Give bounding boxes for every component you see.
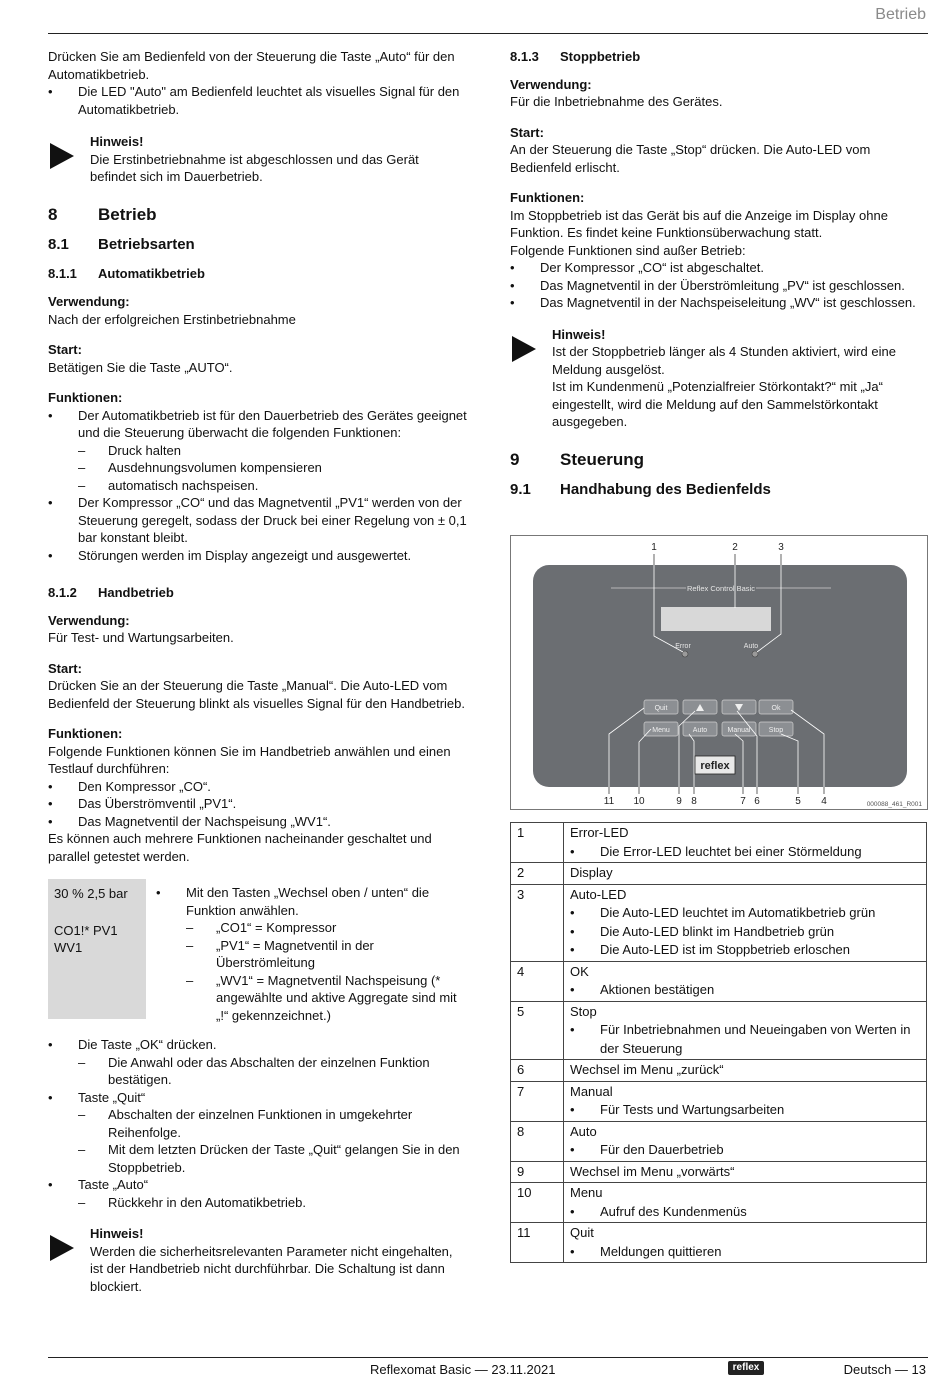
legend-title: Wechsel im Menu „zurück“	[570, 1062, 724, 1077]
label-start: Start:	[48, 660, 82, 676]
subsection-heading	[48, 236, 468, 254]
note-text: Ist im Kundenmenü „Potenzialfreier Störkontakt?“ mit „Ja“ eingestellt, wird die Meldung auf den Sammelstörkontakt ausgegeben.	[552, 379, 883, 429]
header-rule	[48, 33, 928, 34]
legend-title: Error-LED	[570, 825, 629, 840]
callout-leaders-bottom-outline	[609, 787, 824, 794]
list-item: • Der Kompressor „CO“ und das Magnetventil „PV1“ werden von der Steuerung geregelt, sodass der Druck bei einer Regelung von ± 0,1 bar konstant bleibt.	[48, 494, 468, 547]
legend-number: 5	[511, 1001, 564, 1060]
panel-body	[533, 565, 907, 787]
auto-start: Betätigen Sie die Taste „AUTO“.	[48, 359, 233, 375]
hand-verwendung: Für Test- und Wartungsarbeiten.	[48, 630, 234, 645]
stop-start: An der Steuerung die Taste „Stop“ drücken. Die Auto-LED vom Bedienfeld erlischt.	[510, 142, 871, 175]
list-subitem: – Druck halten	[48, 442, 468, 460]
list-item: • Das Magnetventil in der Überströmleitung „PV“ ist geschlossen.	[510, 277, 928, 295]
subsubsection-heading	[48, 265, 468, 283]
table-row	[511, 1121, 927, 1161]
auto-verwendung: Nach der erfolgreichen Erstinbetriebnahme	[48, 311, 296, 327]
list-item: • Der Kompressor „CO“ ist abgeschaltet.	[510, 259, 928, 277]
legend-title: Manual	[570, 1083, 613, 1099]
hand-funktionen: Folgende Funktionen können Sie im Handbetrieb anwählen und einen Testlauf durchführen:	[48, 743, 451, 776]
note-text: Ist der Stoppbetrieb länger als 4 Stunden aktiviert, wird eine Meldung ausgelöst.	[552, 344, 896, 377]
table-row	[511, 884, 927, 961]
legend-description	[564, 884, 927, 961]
section-number: 8.1.2	[48, 585, 77, 600]
list-item: • Die Taste „OK“ drücken.	[48, 1036, 468, 1054]
legend-description	[564, 1081, 927, 1121]
legend-bullet: • Für Tests und Wartungsarbeiten	[570, 1101, 920, 1120]
legend-description	[564, 1060, 927, 1082]
legend-description	[564, 823, 927, 863]
callout-number: 10	[633, 796, 645, 807]
note-box	[48, 133, 468, 186]
legend-bullet: • Die Auto-LED blinkt im Handbetrieb grün	[570, 923, 920, 942]
legend-title: Auto-LED	[570, 886, 627, 902]
section-title: Automatikbetrieb	[98, 265, 205, 281]
callout-number: 11	[603, 796, 615, 807]
quit-button-label: Quit	[654, 705, 668, 712]
footer-document-info: Reflexomat Basic — 23.11.2021	[370, 1362, 556, 1377]
note-text: Die Erstinbetriebnahme ist abgeschlossen und das Gerät befindet sich im Dauerbetrieb.	[90, 151, 419, 184]
section-number: 8	[48, 204, 58, 224]
list-subitem: – Mit dem letzten Drücken der Taste „Quit“ gelangen Sie in den Stoppbetrieb.	[48, 1141, 468, 1176]
footer-logo: reflex	[728, 1361, 764, 1375]
legend-number: 8	[511, 1121, 564, 1161]
section-number: 9.1	[510, 481, 531, 498]
legend-number: 7	[511, 1081, 564, 1121]
section-number: 8.1.3	[510, 49, 539, 64]
callout-number: 4	[821, 796, 827, 807]
label-start: Start:	[510, 124, 544, 140]
stop-funktionen: Folgende Funktionen sind außer Betrieb:	[510, 242, 746, 258]
note-text: Werden die sicherheitsrelevanten Parameter nicht eingehalten, ist der Handbetrieb nicht durchführbar. Die Schaltung ist dann blockiert.	[90, 1243, 453, 1294]
table-row	[511, 961, 927, 1001]
note-arrow-icon	[512, 336, 536, 362]
callout-number: 8	[691, 796, 697, 807]
legend-number: 3	[511, 884, 564, 961]
list-subitem: – „WV1“ = Magnetventil Nachspeisung (* angewählte und aktive Aggregate sind mit „!“ gekennzeichnet.)	[156, 972, 468, 1025]
running-header: Betrieb	[875, 6, 926, 23]
display-line: CO1!* PV1	[54, 922, 118, 938]
drawing-id: 000088_461_R001	[866, 801, 922, 808]
menu-button-label: Menu	[652, 727, 670, 734]
table-row	[511, 1001, 927, 1060]
note-box	[510, 326, 928, 431]
section-heading	[510, 451, 928, 469]
label-verwendung: Verwendung:	[510, 76, 592, 92]
note-title: Hinweis!	[90, 134, 144, 149]
legend-table	[510, 822, 927, 1263]
callout-number: 6	[754, 796, 760, 807]
legend-number: 11	[511, 1223, 564, 1263]
callout-number: 9	[676, 796, 682, 807]
table-row	[511, 1161, 927, 1183]
stop-verwendung: Für die Inbetriebnahme des Gerätes.	[510, 94, 723, 109]
note-title: Hinweis!	[552, 326, 606, 342]
led-auto-label: Auto	[743, 643, 759, 650]
list-subitem: – Die Anwahl oder das Abschalten der einzelnen Funktion bestätigen.	[48, 1054, 468, 1089]
legend-number: 2	[511, 863, 564, 885]
legend-title: Quit	[570, 1225, 594, 1240]
legend-number: 9	[511, 1161, 564, 1183]
legend-bullet: • Die Auto-LED ist im Stoppbetrieb erloschen	[570, 941, 920, 960]
label-verwendung: Verwendung:	[48, 294, 130, 309]
section-title: Handhabung des Bedienfelds	[560, 481, 771, 498]
display-explanation	[146, 879, 468, 1024]
table-row	[511, 863, 927, 885]
legend-title: Menu	[570, 1185, 603, 1200]
section-number: 9	[510, 449, 520, 469]
stop-button-label: Stop	[768, 727, 784, 734]
list-item: • Taste „Quit“	[48, 1089, 468, 1107]
legend-title: Display	[570, 865, 613, 880]
legend-bullet: • Für den Dauerbetrieb	[570, 1141, 920, 1160]
display-screen	[661, 607, 771, 631]
legend-description	[564, 1161, 927, 1183]
section-title: Betriebsarten	[98, 236, 195, 253]
control-panel-drawing	[511, 536, 927, 809]
callout-number: 3	[778, 542, 784, 553]
footer-rule	[48, 1357, 928, 1358]
legend-bullet: • Für Inbetriebnahmen und Neueingaben von Werten in der Steuerung	[570, 1021, 920, 1058]
right-column	[510, 48, 928, 499]
legend-title: Wechsel im Menu „vorwärts“	[570, 1163, 735, 1179]
note-box	[48, 1225, 468, 1295]
list-subitem: – Ausdehnungsvolumen kompensieren	[48, 459, 468, 477]
reflex-logo-text: reflex	[700, 760, 730, 772]
list-subitem: – Rückkehr in den Automatikbetrieb.	[48, 1194, 468, 1212]
list-subitem: – automatisch nachspeisen.	[48, 477, 468, 495]
table-row	[511, 823, 927, 863]
legend-bullet: • Aktionen bestätigen	[570, 981, 920, 1000]
list-item: • Mit den Tasten „Wechsel oben / unten“ die Funktion anwählen.	[156, 884, 468, 919]
legend-bullet: • Die Auto-LED leuchtet im Automatikbetrieb grün	[570, 904, 920, 923]
list-item: • Taste „Auto“	[48, 1176, 468, 1194]
section-number: 8.1.1	[48, 265, 77, 281]
callout-number: 5	[795, 796, 801, 807]
legend-title: OK	[570, 963, 589, 979]
note-arrow-icon	[50, 1235, 74, 1261]
display-example-block	[48, 879, 468, 1024]
list-subitem: – „PV1“ = Magnetventil in der Überströmleitung	[156, 937, 468, 972]
ok-button-label: Ok	[771, 705, 781, 712]
callout-leaders-top-outline	[654, 554, 781, 565]
callout-number: 1	[651, 542, 657, 553]
legend-description	[564, 1001, 927, 1060]
list-item: • Der Automatikbetrieb ist für den Dauerbetrieb des Gerätes geeignet und die Steuerung überwacht die folgenden Funktionen:	[48, 407, 468, 442]
label-start: Start:	[48, 342, 82, 357]
label-funktionen: Funktionen:	[48, 726, 123, 741]
legend-number: 6	[511, 1060, 564, 1082]
list-item: • Störungen werden im Display angezeigt und ausgewertet.	[48, 547, 468, 565]
intro-text: Drücken Sie am Bedienfeld von der Steuerung die Taste „Auto“ für den Automatikbetrieb.	[48, 49, 455, 82]
section-heading	[48, 206, 468, 224]
list-subitem: – Abschalten der einzelnen Funktionen in umgekehrter Reihenfolge.	[48, 1106, 468, 1141]
list-item: • Das Magnetventil in der Nachspeiseleitung „WV“ ist geschlossen.	[510, 294, 928, 312]
legend-bullet: • Die Error-LED leuchtet bei einer Störmeldung	[570, 843, 920, 862]
display-line: 30 % 2,5 bar	[54, 886, 128, 901]
legend-title: Auto	[570, 1123, 597, 1139]
intro-bullet: • Die LED "Auto" am Bedienfeld leuchtet als visuelles Signal für den Automatikbetrieb.	[48, 83, 468, 118]
legend-number: 10	[511, 1183, 564, 1223]
table-row	[511, 1060, 927, 1082]
legend-description	[564, 1223, 927, 1263]
list-item: • Den Kompressor „CO“.	[48, 778, 468, 796]
section-number: 8.1	[48, 236, 69, 253]
brand-label: Reflex Control Basic	[687, 584, 755, 593]
callout-number: 7	[740, 796, 746, 807]
control-panel-figure	[510, 535, 928, 810]
list-subitem: – „CO1“ = Kompressor	[156, 919, 468, 937]
table-row	[511, 1081, 927, 1121]
hand-start: Drücken Sie an der Steuerung die Taste „Manual“. Die Auto-LED vom Bedienfeld der Steuerung blinkt als visuelles Signal für den Handbetrieb.	[48, 678, 465, 711]
list-item: • Das Überströmventil „PV1“.	[48, 795, 468, 813]
legend-number: 1	[511, 823, 564, 863]
legend-description	[564, 1121, 927, 1161]
display-line: WV1	[54, 940, 83, 955]
label-funktionen: Funktionen:	[48, 390, 123, 405]
section-title: Stoppbetrieb	[560, 49, 641, 64]
note-title: Hinweis!	[90, 1226, 144, 1241]
note-arrow-icon	[50, 143, 74, 169]
display-example	[48, 879, 146, 1019]
section-title: Handbetrieb	[98, 585, 174, 600]
callout-number: 2	[732, 542, 738, 553]
subsubsection-heading	[48, 584, 468, 602]
label-funktionen: Funktionen:	[510, 190, 585, 205]
legend-number: 4	[511, 961, 564, 1001]
table-row	[511, 1183, 927, 1223]
section-title: Steuerung	[560, 449, 645, 469]
subsection-heading	[510, 481, 928, 499]
legend-description	[564, 961, 927, 1001]
left-column	[48, 48, 468, 1295]
legend-bullet: • Meldungen quittieren	[570, 1243, 920, 1262]
label-verwendung: Verwendung:	[48, 612, 130, 628]
footer-page-info: Deutsch — 13	[843, 1362, 926, 1377]
list-item: • Das Magnetventil der Nachspeisung „WV1“.	[48, 813, 468, 831]
table-row	[511, 1223, 927, 1263]
section-title: Betrieb	[98, 204, 157, 224]
legend-title: Stop	[570, 1003, 597, 1019]
led-error-label: Error	[675, 643, 691, 650]
subsubsection-heading	[510, 48, 928, 66]
legend-description	[564, 1183, 927, 1223]
manual-button-label: Manual	[727, 727, 751, 734]
stop-funktionen: Im Stoppbetrieb ist das Gerät bis auf die Anzeige im Display ohne Funktion. Es findet keine Funktionsüberwachung statt.	[510, 207, 888, 240]
legend-bullet: • Aufruf des Kundenmenüs	[570, 1203, 920, 1222]
hand-paragraph: Es können auch mehrere Funktionen nacheinander geschaltet und parallel getestet werden.	[48, 831, 432, 864]
auto-button-label: Auto	[692, 727, 708, 734]
legend-description	[564, 863, 927, 885]
